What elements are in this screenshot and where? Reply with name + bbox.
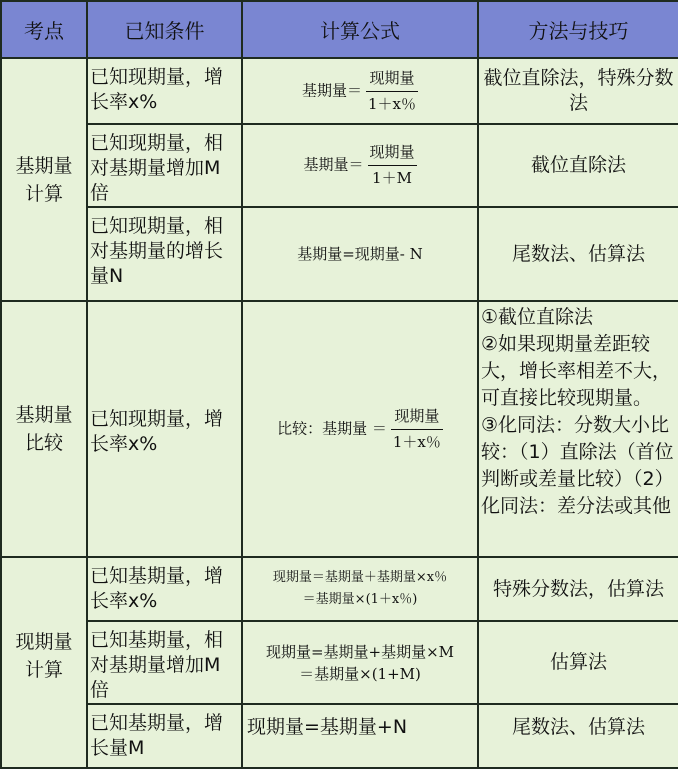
header-topic: 考点 (1, 1, 87, 58)
method-cell: 尾数法、估算法 (478, 704, 678, 768)
condition-cell: 已知基期量，增长量M (87, 704, 242, 768)
condition-cell: 已知基期量，增长率x% (87, 557, 242, 621)
table-row (1, 557, 678, 621)
formula-cell (242, 58, 478, 124)
method-line: ③化同法：分数大小比较：（1）直除法（首位判断或差量比较）（2）化同法：差分法或其他 (481, 414, 674, 517)
fraction (391, 404, 443, 455)
table-row (1, 704, 678, 768)
formula-cell (242, 557, 478, 621)
table-row (1, 621, 678, 704)
method-cell: 截位直除法 (478, 124, 678, 207)
header-row (1, 1, 678, 58)
fraction-numerator: 现期量 (391, 404, 443, 430)
fraction-denominator: 1＋x％ (392, 432, 441, 451)
formula-cell (242, 621, 478, 704)
formula-lhs: 基期量＝ (301, 81, 362, 99)
topic-label: 基期量计算 (15, 154, 73, 205)
formula-lhs: 基期量＝ (303, 155, 364, 174)
fraction-denominator: 1＋M (372, 169, 412, 187)
table-row (1, 58, 678, 124)
fraction (366, 66, 418, 117)
method-line: ②如果现期量差距较大，增长率相差不大，可直接比较现期量。 (481, 333, 672, 409)
method-line: ①截位直除法 (481, 306, 594, 328)
formula-line: 现期量=基期量+基期量×M (265, 642, 455, 661)
fraction-denominator: 1＋x％ (368, 94, 417, 113)
formula-cell: 现期量=基期量+N (242, 704, 478, 768)
formula-cell (242, 301, 478, 557)
topic-label: 基期量比较 (15, 404, 73, 454)
formula-cell: 基期量=现期量- N (242, 207, 478, 301)
table-row (1, 207, 678, 301)
method-cell: 特殊分数法，估算法 (478, 557, 678, 621)
method-cell (478, 301, 678, 557)
topic-current-calc (1, 557, 87, 768)
table-row (1, 301, 678, 557)
method-cell: 估算法 (478, 621, 678, 704)
table-row (1, 124, 678, 207)
fraction (368, 140, 417, 191)
formula-cell (242, 124, 478, 207)
header-condition: 已知条件 (87, 1, 242, 58)
topic-base-calc (1, 58, 87, 301)
method-cell: 尾数法、估算法 (478, 207, 678, 301)
condition-cell: 已知现期量，相对基期量的增长量N (87, 207, 242, 301)
method-cell: 截位直除法，特殊分数法 (478, 58, 678, 124)
topic-label: 现期量计算 (15, 631, 73, 681)
topic-base-compare (1, 301, 87, 557)
header-method: 方法与技巧 (478, 1, 678, 58)
formula-line: 现期量＝基期量＋基期量×x％ (272, 570, 448, 585)
header-formula: 计算公式 (242, 1, 478, 58)
condition-cell: 已知现期量，增长率x% (87, 301, 242, 557)
fraction-numerator: 现期量 (366, 66, 418, 92)
formula-line: ＝基期量×(1+M) (299, 664, 421, 683)
condition-cell: 已知基期量，相对基期量增加M倍 (87, 621, 242, 704)
formula-lhs: 比较：基期量 ＝ (277, 419, 387, 437)
formula-line: ＝基期量×(1＋x％) (302, 592, 418, 607)
condition-cell: 已知现期量，相对基期量增加M倍 (87, 124, 242, 207)
fraction-numerator: 现期量 (368, 140, 417, 166)
condition-cell: 已知现期量，增长率x% (87, 58, 242, 124)
